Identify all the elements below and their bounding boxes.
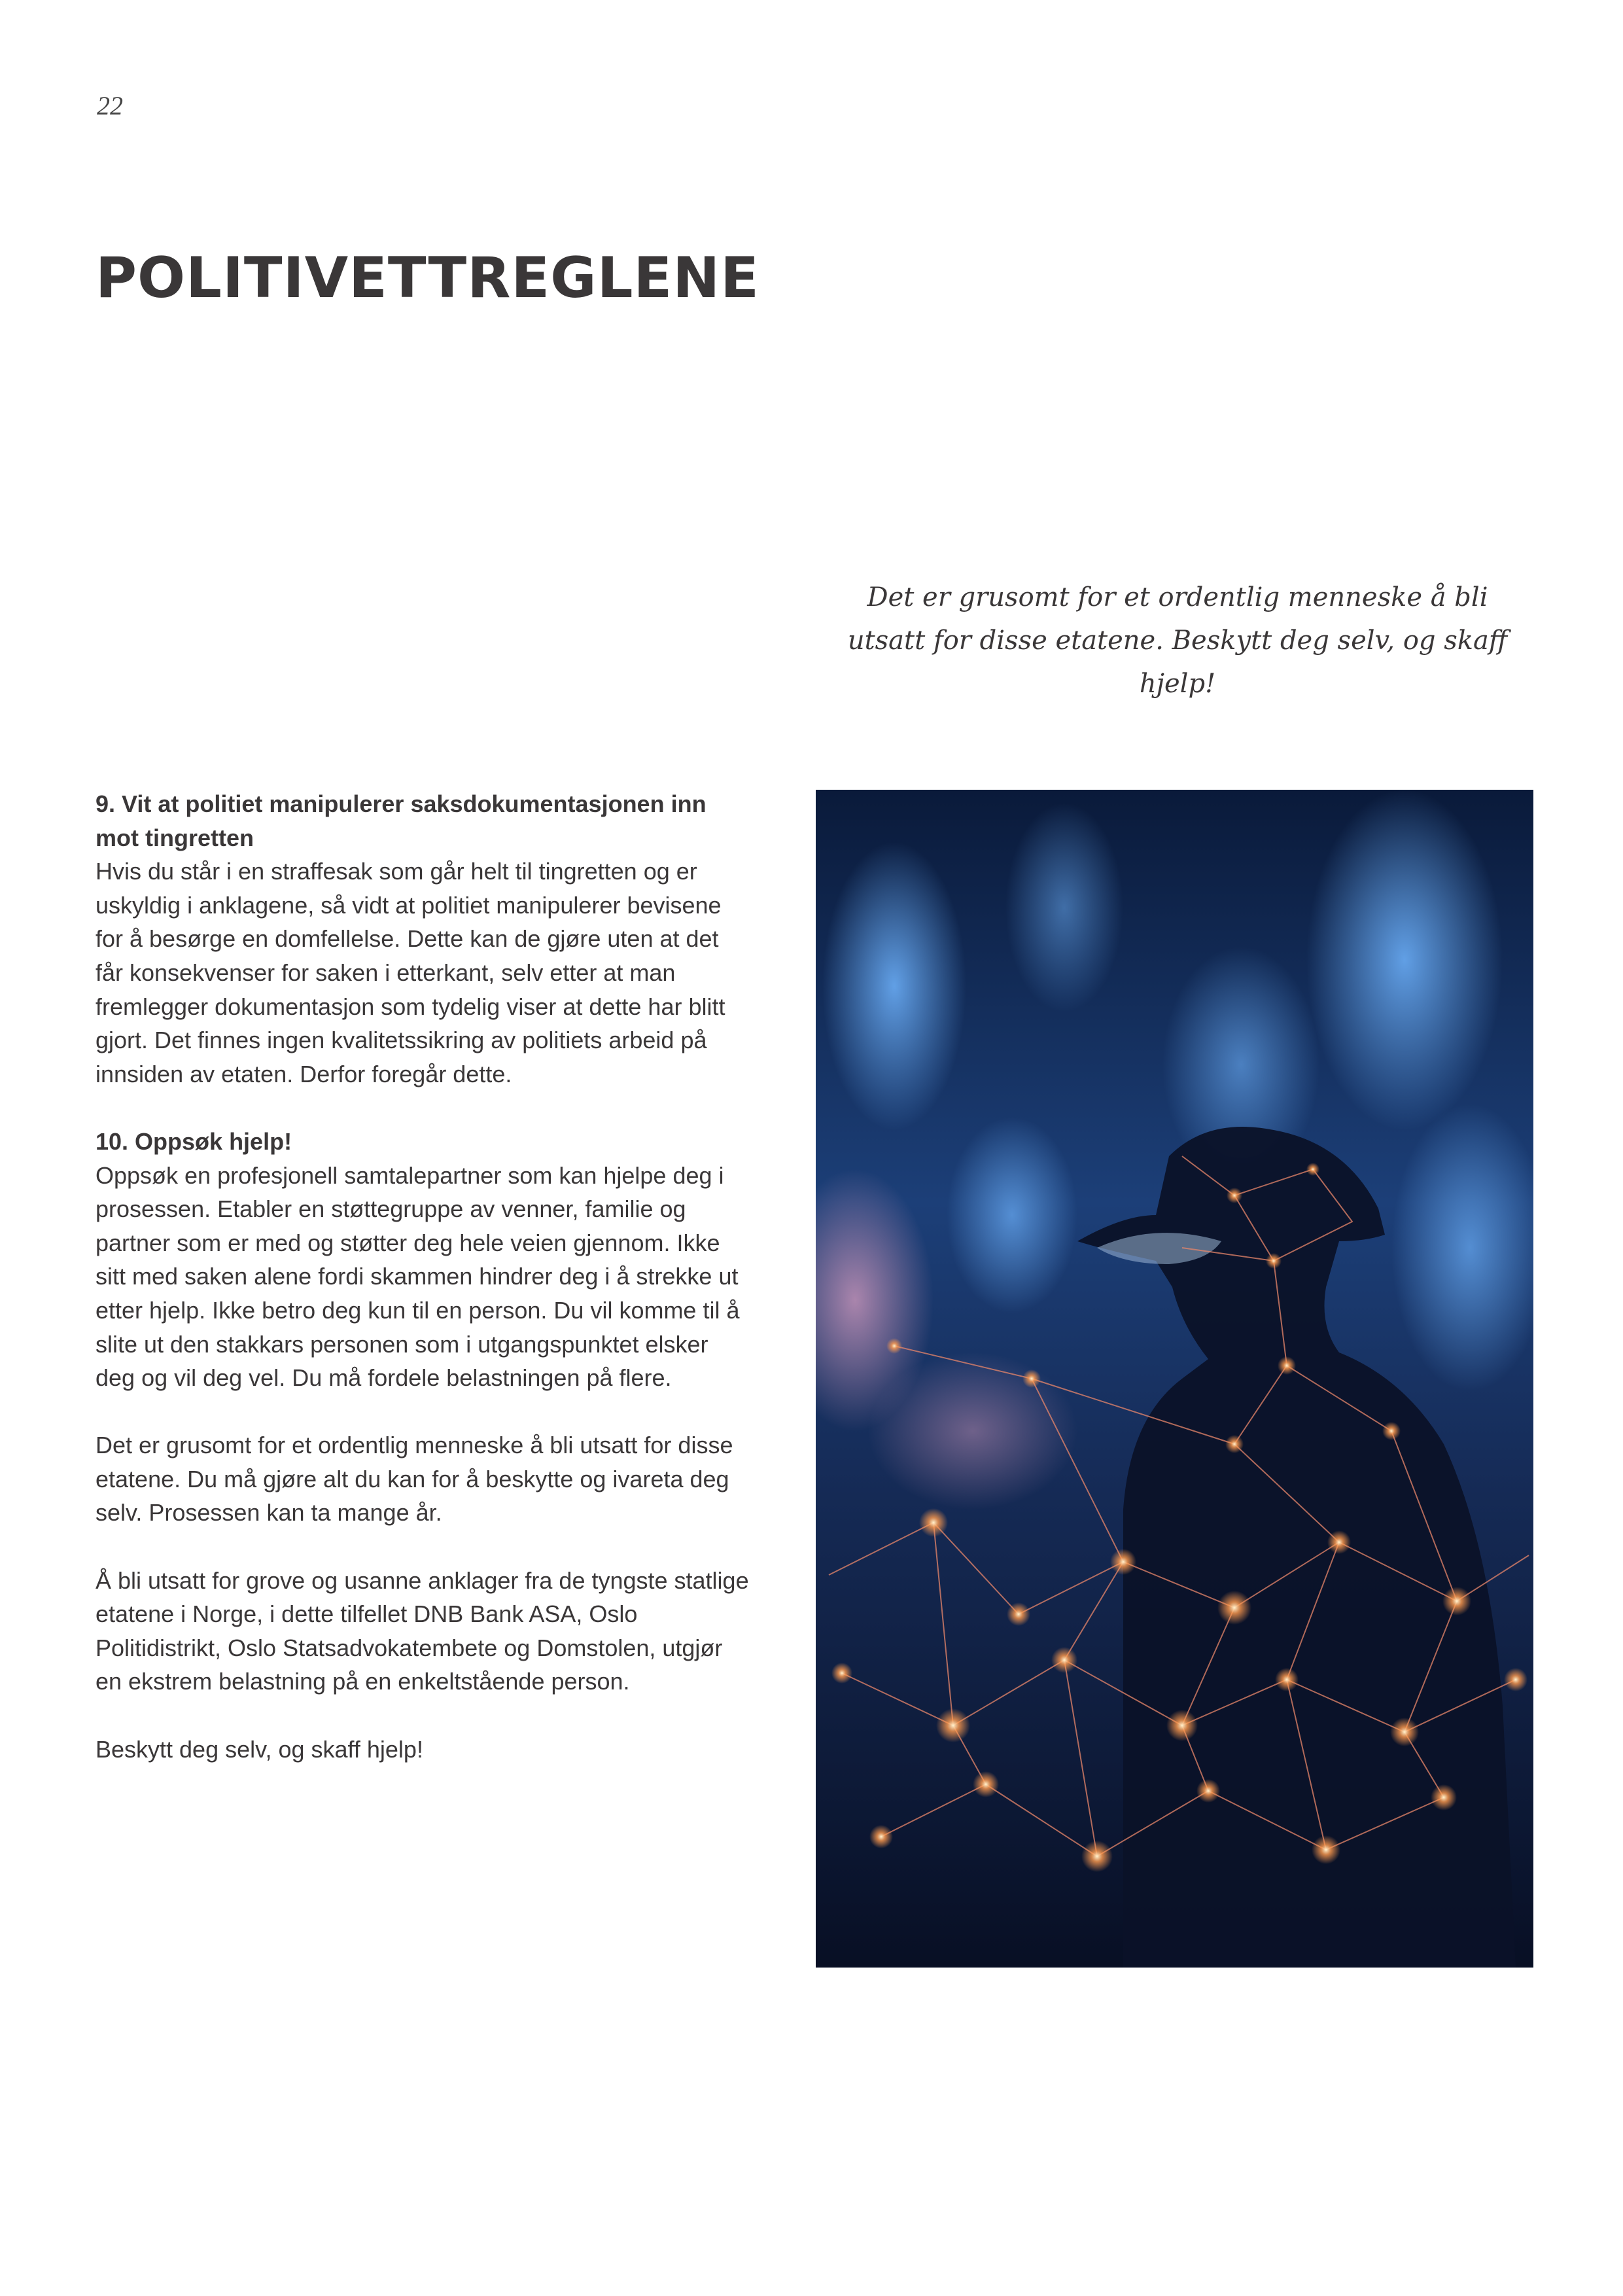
section-text: Oppsøk en profesjonell samtalepartner som kan hjelpe deg i prosessen. Etabler en støttegruppe av venner, familie og partner som er med og støtter deg hele veien gjennom. Ikke sitt med saken alene fordi skammen hindrer deg i å strekke ut etter hjelp. Ikke betro deg kun til en person. Du vil komme til å slite ut den stakkars personen som i utgangspunktet elsker deg og vil deg vel. Du må fordele belastningen på flere.	[96, 1161, 740, 1392]
page-title: POLITIVETTREGLENE	[96, 245, 760, 311]
paragraph: Å bli utsatt for grove og usanne anklager fra de tyngste statlige etatene i Norge, i dette tilfellet DNB Bank ASA, Oslo Politidistrikt, Oslo Statsadvokatembete og Domstolen, utgjør en ekstrem belastning på en enkeltstående person.	[96, 1566, 749, 1695]
police-officer-network-photo	[816, 790, 1533, 1968]
paragraph: Beskytt deg selv, og skaff hjelp!	[96, 1735, 423, 1763]
section-9	[96, 787, 750, 1091]
photo-illustration	[816, 790, 1533, 1968]
page-number: 22	[97, 91, 123, 120]
section-heading: 10. Oppsøk hjelp!	[96, 1127, 292, 1155]
body-text	[96, 787, 750, 1800]
section-text: Hvis du står i en straffesak som går helt til tingretten og er uskyldig i anklagene, så vidt at politiet manipulerer bevisene for å besørge en domfellelse. Dette kan de gjøre uten at det får konsekvenser for saken i etterkant, selv etter at man fremlegger dokumentasjon som tydelig viser at dette har blitt gjort. Det finnes ingen kvalitetssikring av politiets arbeid på innsiden av etaten. Derfor foregår dette.	[96, 858, 725, 1087]
paragraph: Det er grusomt for et ordentlig menneske å bli utsatt for disse etatene. Du må gjøre alt du kan for å beskytte og ivareta deg selv. Prosessen kan ta mange år.	[96, 1432, 733, 1527]
section-10	[96, 1125, 750, 1395]
pull-quote: Det er grusomt for et ordentlig menneske å bli utsatt for disse etatene. Beskytt deg selv, og skaff hjelp!	[847, 582, 1508, 699]
section-heading: 9. Vit at politiet manipulerer saksdokumentasjonen inn mot tingretten	[96, 790, 707, 851]
